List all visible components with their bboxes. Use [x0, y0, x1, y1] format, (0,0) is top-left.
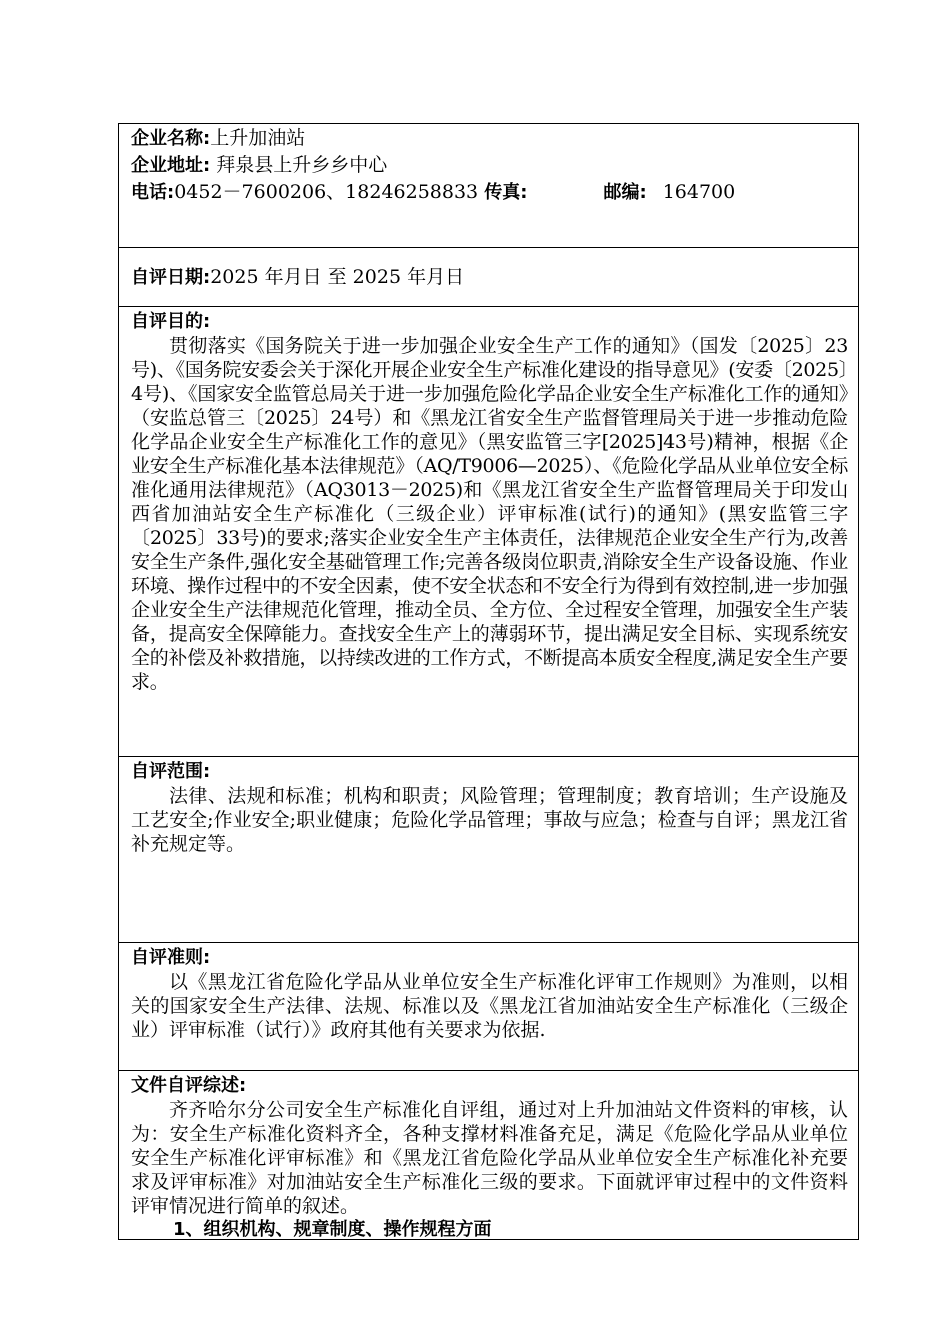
self-evaluation-form [118, 123, 859, 1240]
postcode-value: 164700 [662, 181, 736, 203]
company-name-value: 上升加油站 [210, 127, 306, 149]
scope-text: 法律、法规和标准；机构和职责；风险管理；管理制度；教育培训；生产设施及工艺安全;作业安全;职业健康；危险化学品管理；事故与应急；检查与自评；黑龙江省补充规定等。 [131, 785, 848, 855]
criteria-title: 自评准则: [131, 947, 211, 968]
date-section [119, 248, 858, 307]
purpose-title: 自评目的: [131, 311, 211, 332]
company-info-section [119, 124, 858, 248]
phone-value: 0452－7600206、18246258833 [174, 181, 479, 203]
scope-title: 自评范围: [131, 761, 211, 782]
company-address-row [131, 153, 848, 178]
company-name-label: 企业名称: [131, 128, 211, 149]
date-value: 2025 年月日 至 2025 年月日 [210, 266, 465, 288]
contact-row [131, 180, 848, 205]
date-row [131, 265, 848, 290]
scope-section [119, 757, 858, 943]
criteria-section [119, 943, 858, 1071]
summary-title: 文件自评综述: [131, 1075, 247, 1096]
phone-label: 电话: [131, 182, 175, 203]
purpose-section [119, 307, 858, 757]
summary-subheading: 1、组织机构、规章制度、操作规程方面 [173, 1219, 492, 1240]
fax-label: 传真: [484, 182, 528, 203]
date-label: 自评日期: [131, 267, 211, 288]
purpose-text: 贯彻落实《国务院关于进一步加强企业安全生产工作的通知》（国发〔2025〕23号)、《国务院安委会关于深化开展企业安全生产标准化建设的指导意见》(安委〔2025〕4号)、《国家安全监管总局关于进一步加强危险化学品企业安全生产标准化工作的通知》（安监总管三〔2025〕24号）和《黑龙江省安全生产监督管理局关于进一步推动危险化学品企业安全生产标准化工作的意见》（黑安监管三字[2025]43号)精神，根据《企业安全生产标准化基本法律规范》（AQ/T9006—2025）、《危险化学品从业单位安全标准化通用法律规范》（AQ3013－2025)和《黑龙江省安全生产监督管理局关于印发山西省加油站安全生产标准化（三级企业）评审标准(试行)的通知》(黑安监管三字〔2025〕33号)的要求;落实企业安全生产主体责任，法律规范企业安全生产行为,改善安全生产条件,强化安全基础管理工作;完善各级岗位职责,消除安全生产设备设施、作业环境、操作过程中的不安全因素，使不安全状态和不安全行为得到有效控制,进一步加强企业安全生产法律规范化管理，推动全员、全方位、全过程安全管理，加强安全生产装备，提高安全保障能力。查找安全生产上的薄弱环节，提出满足安全目标、实现系统安全的补偿及补救措施，以持续改进的工作方式，不断提高本质安全程度,满足安全生产要求。 [131, 335, 848, 693]
company-name-row [131, 126, 848, 151]
summary-section [119, 1071, 858, 1239]
summary-text: 齐齐哈尔分公司安全生产标准化自评组，通过对上升加油站文件资料的审核，认为：安全生产标准化资料齐全，各种支撑材料准备充足，满足《危险化学品从业单位安全生产标准化评审标准》和《黑龙江省危险化学品从业单位安全生产标准化补充要求及评审标准》对加油站安全生产标准化三级的要求。下面就评审过程中的文件资料评审情况进行简单的叙述。 [131, 1099, 848, 1217]
criteria-text: 以《黑龙江省危险化学品从业单位安全生产标准化评审工作规则》为准则，以相关的国家安全生产法律、法规、标准以及《黑龙江省加油站安全生产标准化（三级企业）评审标准（试行）》政府其他有关要求为依据. [131, 971, 848, 1041]
company-address-value: 拜泉县上升乡乡中心 [216, 154, 388, 176]
postcode-label: 邮编: [603, 182, 647, 203]
company-address-label: 企业地址: [131, 155, 211, 176]
